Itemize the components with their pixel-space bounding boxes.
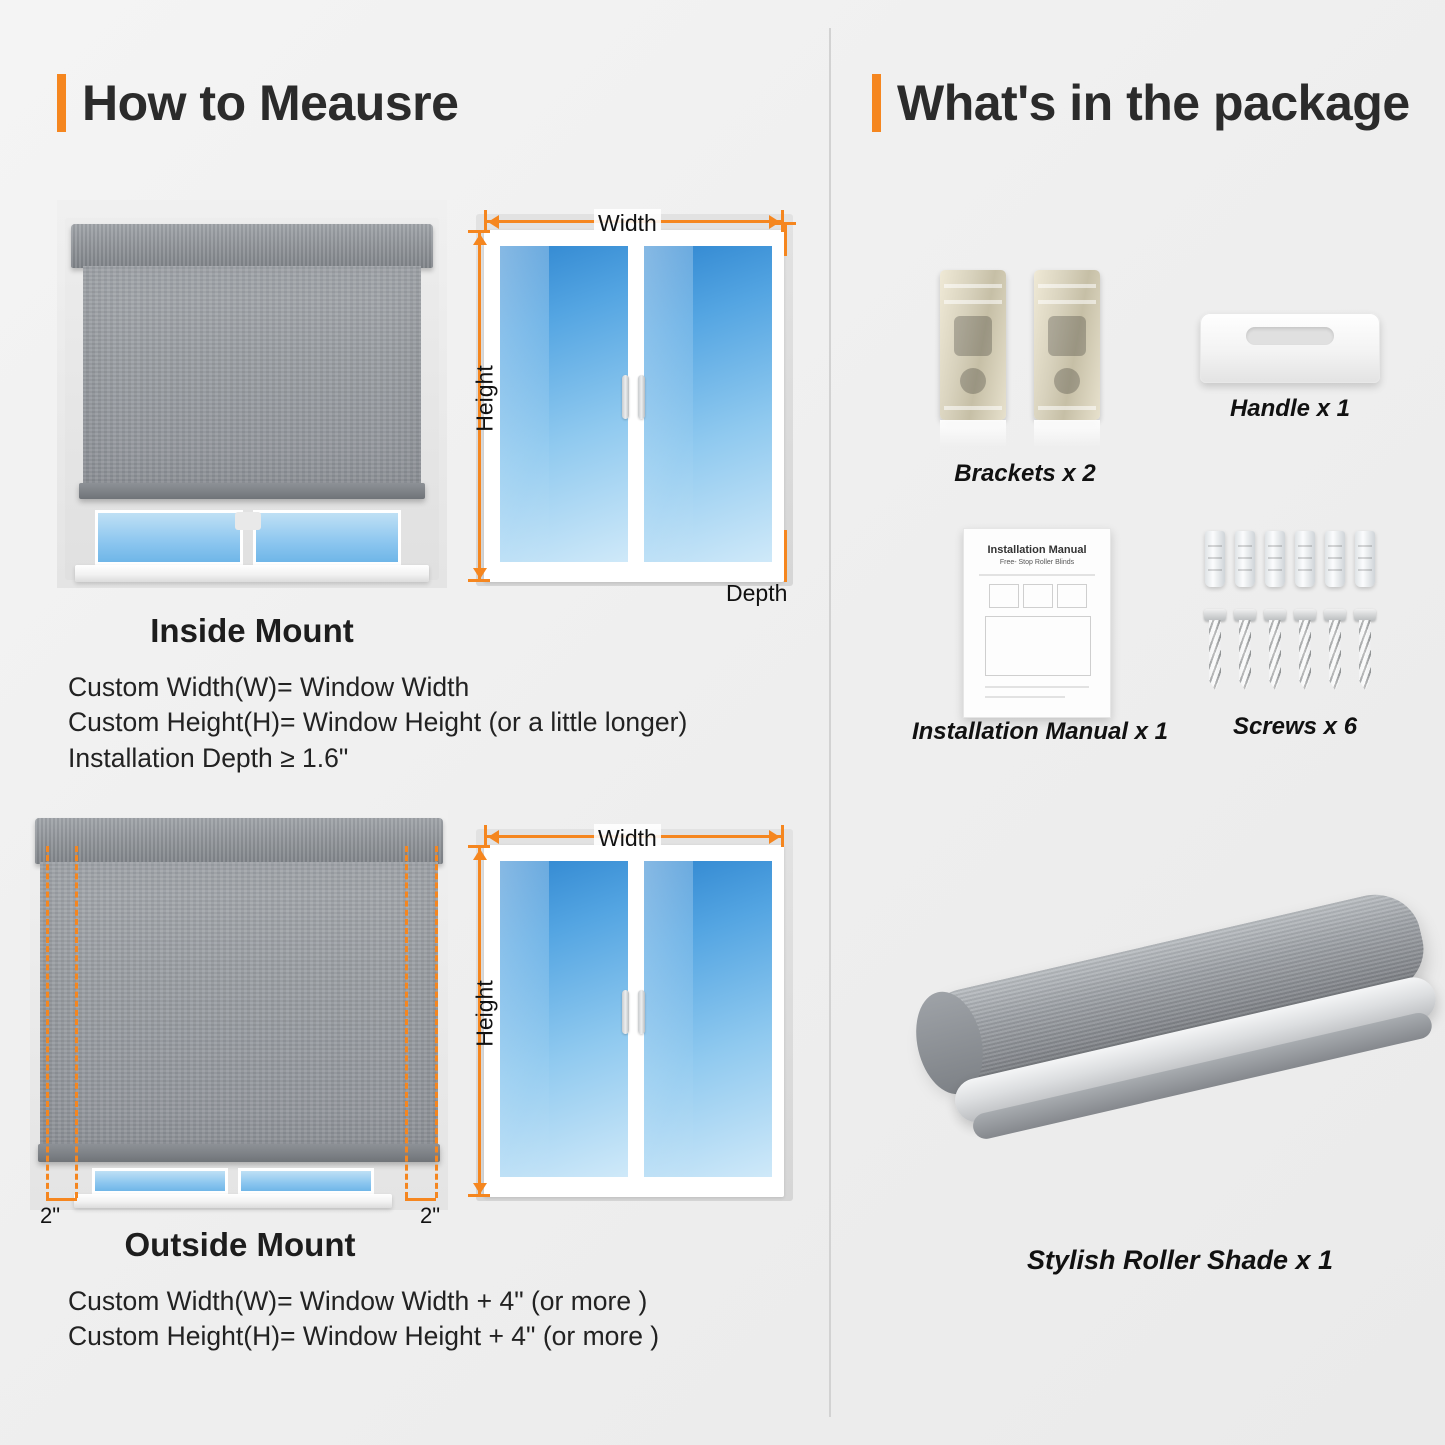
screw-shaft — [1269, 620, 1281, 690]
wall-anchor-icon — [1205, 531, 1225, 587]
diagram-handle-left — [622, 375, 629, 419]
pane-gloss — [644, 246, 693, 562]
anchor-nick — [1238, 557, 1252, 559]
handle-label: Handle x 1 — [1229, 395, 1351, 422]
screw-icon — [1267, 609, 1283, 697]
how-to-measure-heading — [57, 74, 458, 132]
depth-tick — [774, 222, 796, 225]
width-label: Width — [594, 824, 661, 853]
inside-valance — [71, 224, 433, 268]
outside-left-margin-line — [46, 846, 49, 1198]
height-tick-top — [468, 230, 490, 233]
screw-shaft — [1329, 620, 1341, 690]
screw-head — [1354, 609, 1376, 621]
screw-head — [1294, 609, 1316, 621]
bracket-ridge — [944, 406, 1002, 410]
how-to-measure-title: How to Meausre — [82, 75, 459, 131]
manual-rule — [985, 696, 1065, 698]
anchor-nick — [1268, 557, 1282, 559]
height-arrow-bottom — [473, 1183, 487, 1194]
roller-shade-icon — [899, 827, 1445, 1263]
outside-mount-diagram — [462, 815, 807, 1215]
anchor-nick — [1208, 557, 1222, 559]
bracket-icon — [940, 270, 1006, 420]
manual-figure — [989, 584, 1019, 608]
outside-line-1: Custom Width(W)= Window Width + 4" (or more ) — [68, 1286, 648, 1316]
outside-right-margin-label: 2" — [420, 1203, 441, 1228]
anchor-nick — [1358, 545, 1372, 547]
diagram-sash-right — [638, 240, 778, 568]
anchor-nick — [1328, 545, 1342, 547]
wall-anchor-icon — [1325, 531, 1345, 587]
inside-shade-fabric — [83, 266, 421, 483]
pane-gloss — [644, 861, 693, 1177]
width-tick-right — [781, 825, 784, 847]
handle-grip — [1246, 327, 1334, 345]
anchor-nick — [1208, 545, 1222, 547]
anchor-nick — [1208, 569, 1222, 571]
screw-head — [1324, 609, 1346, 621]
anchor-nick — [1298, 545, 1312, 547]
diagram-pane-right — [644, 861, 772, 1177]
height-arrow-top — [473, 849, 487, 860]
wall-anchor-icon — [1295, 531, 1315, 587]
outside-shade-fabric — [40, 862, 438, 1144]
screw-icon — [1207, 609, 1223, 697]
anchor-nick — [1238, 545, 1252, 547]
outside-mount-photo — [30, 810, 448, 1210]
pane-gloss — [500, 861, 549, 1177]
outside-glass-left — [92, 1168, 228, 1194]
bracket-slot — [1054, 368, 1080, 394]
bracket-ridge — [1038, 406, 1096, 410]
width-arrow-left — [488, 830, 499, 844]
wall-anchor-icon — [1355, 531, 1375, 587]
diagram-pane-left — [500, 246, 628, 562]
width-tick-left — [484, 825, 487, 847]
anchor-nick — [1268, 545, 1282, 547]
screw-icon — [1327, 609, 1343, 697]
handle-icon — [1200, 313, 1380, 383]
bracket-slot — [960, 368, 986, 394]
wall-anchor-icon — [1235, 531, 1255, 587]
bracket-ridge — [944, 300, 1002, 304]
screw-shaft — [1299, 620, 1311, 690]
width-arrow-right — [769, 830, 780, 844]
inside-mount-diagram — [462, 200, 807, 606]
diagram-sash-left — [494, 855, 634, 1183]
manual-subtitle: Free- Stop Roller Blinds — [999, 559, 1075, 566]
screw-shaft — [1359, 620, 1371, 690]
anchor-nick — [1268, 569, 1282, 571]
bracket-slot — [1048, 316, 1086, 356]
height-label: Height — [471, 980, 498, 1047]
manual-figure — [1057, 584, 1087, 608]
outside-right-margin-line — [435, 846, 438, 1198]
height-arrow-bottom — [473, 568, 487, 579]
outside-left-margin-measure — [46, 1198, 77, 1201]
brackets-group — [930, 270, 1120, 450]
screw-shaft — [1239, 620, 1251, 690]
anchor-nick — [1328, 569, 1342, 571]
inside-line-3: Installation Depth ≥ 1.6" — [68, 743, 349, 773]
accent-bar — [872, 74, 881, 132]
screw-head — [1204, 609, 1226, 621]
inside-line-2: Custom Height(H)= Window Height (or a little longer) — [68, 707, 688, 737]
outside-right-window-line — [405, 846, 408, 1198]
pane-gloss — [500, 246, 549, 562]
manual-rule — [985, 686, 1089, 688]
depth-label: Depth — [726, 580, 788, 606]
inside-mount-photo — [57, 200, 447, 588]
bracket-reflection — [940, 420, 1006, 446]
inside-mount-caption: Inside Mount — [150, 612, 354, 649]
diagram-pane-right — [644, 246, 772, 562]
height-arrow-top — [473, 234, 487, 245]
anchor-nick — [1298, 557, 1312, 559]
outside-mount-caption: Outside Mount — [124, 1226, 356, 1263]
package-heading — [872, 74, 1410, 132]
anchor-nick — [1358, 557, 1372, 559]
manual-icon — [963, 528, 1111, 718]
outside-glass-right — [238, 1168, 374, 1194]
diagram-sash-right — [638, 855, 778, 1183]
screw-icon — [1237, 609, 1253, 697]
width-arrow-left — [488, 215, 499, 229]
diagram-handle-right — [638, 990, 645, 1034]
outside-bottom-rail — [38, 1144, 440, 1162]
screw-icon — [1357, 609, 1373, 697]
inside-window-handles — [235, 512, 261, 530]
height-tick-top — [468, 845, 490, 848]
brackets-label: Brackets x 2 — [954, 460, 1096, 487]
diagram-pane-left — [500, 861, 628, 1177]
manual-title: Installation Manual — [987, 544, 1087, 556]
screw-head — [1234, 609, 1256, 621]
bracket-ridge — [944, 284, 1002, 288]
inside-glass-right — [253, 510, 401, 565]
diagram-handle-left — [622, 990, 629, 1034]
vertical-divider — [829, 28, 831, 1417]
outside-left-margin-label: 2" — [40, 1203, 61, 1228]
bracket-slot — [954, 316, 992, 356]
screw-icon — [1297, 609, 1313, 697]
anchor-nick — [1328, 557, 1342, 559]
height-tick-bottom — [468, 579, 490, 582]
screws-group — [1205, 525, 1385, 700]
anchor-nick — [1298, 569, 1312, 571]
inside-glass-left — [95, 510, 243, 565]
anchor-nick — [1358, 569, 1372, 571]
manual-diagram — [985, 616, 1091, 676]
package-title: What's in the package — [897, 75, 1410, 131]
anchor-nick — [1238, 569, 1252, 571]
bracket-ridge — [1038, 284, 1096, 288]
inside-line-1: Custom Width(W)= Window Width — [68, 672, 470, 702]
roller-shade-label: Stylish Roller Shade x 1 — [1026, 1245, 1334, 1275]
wall-anchor-icon — [1265, 531, 1285, 587]
bracket-ridge — [1038, 300, 1096, 304]
height-label: Height — [471, 365, 498, 432]
screw-shaft — [1209, 620, 1221, 690]
outside-line-2: Custom Height(H)= Window Height + 4" (or more ) — [68, 1321, 660, 1351]
outside-right-margin-measure — [405, 1198, 436, 1201]
depth-measure-line — [784, 222, 787, 256]
manual-figure — [1023, 584, 1053, 608]
manual-rule — [979, 574, 1095, 576]
width-tick-left — [484, 210, 487, 232]
outside-window-sill — [74, 1194, 392, 1208]
bracket-reflection — [1034, 420, 1100, 446]
inside-bottom-rail — [79, 483, 425, 499]
diagram-sash-left — [494, 240, 634, 568]
manual-label: Installation Manual x 1 — [911, 718, 1169, 745]
outside-valance — [35, 818, 443, 864]
outside-left-window-line — [75, 846, 78, 1198]
accent-bar — [57, 74, 66, 132]
width-label: Width — [594, 209, 661, 238]
inside-window-sill — [75, 565, 429, 582]
screws-label: Screws x 6 — [1232, 713, 1358, 740]
screw-head — [1264, 609, 1286, 621]
diagram-handle-right — [638, 375, 645, 419]
height-tick-bottom — [468, 1194, 490, 1197]
depth-measure-line-2 — [784, 530, 787, 582]
bracket-icon — [1034, 270, 1100, 420]
